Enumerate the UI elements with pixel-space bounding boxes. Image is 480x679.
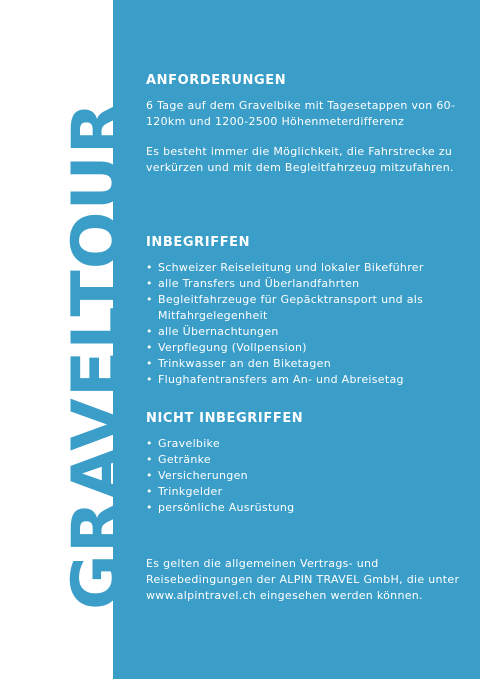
list-item: • Gravelbike [146, 436, 464, 452]
footer-section [146, 556, 464, 604]
vertical-title: GRAVELTOUR [58, 100, 137, 610]
requirements-paragraph-2: Es besteht immer die Möglichkeit, die Fahrstrecke zu verkürzen und mit dem Begleitfahrzeug mitzufahren. [146, 145, 454, 174]
not-included-heading: NICHT INBEGRIFFEN [146, 411, 304, 426]
list-item: • alle Transfers und Überlandfahrten [146, 276, 464, 292]
included-heading: INBEGRIFFEN [146, 235, 251, 250]
included-list [146, 260, 464, 388]
list-item: • Trinkwasser an den Biketagen [146, 356, 464, 372]
list-item: • Begleitfahrzeuge für Gepäcktransport und als Mitfahrgelegenheit [146, 292, 464, 324]
requirements-section [146, 72, 464, 176]
list-item: • alle Übernachtungen [146, 324, 464, 340]
requirements-paragraph-1: 6 Tage auf dem Gravelbike mit Tagesetappen von 60-120km und 1200-2500 Höhenmeterdifferenz [146, 99, 456, 128]
list-item: • persönliche Ausrüstung [146, 500, 464, 516]
list-item: • Flughafentransfers am An- und Abreisetag [146, 372, 464, 388]
not-included-list [146, 436, 464, 516]
included-section [146, 234, 464, 388]
list-item: • Schweizer Reiseleitung und lokaler Bikeführer [146, 260, 464, 276]
list-item: • Trinkgelder [146, 484, 464, 500]
list-item: • Getränke [146, 452, 464, 468]
requirements-heading: ANFORDERUNGEN [146, 73, 287, 88]
list-item: • Versicherungen [146, 468, 464, 484]
footer-text: Es gelten die allgemeinen Vertrags- und Reisebedingungen der ALPIN TRAVEL GmbH, die unter www.alpintravel.ch eingesehen werden können. [146, 557, 460, 602]
not-included-section [146, 410, 464, 516]
list-item: • Verpflegung (Vollpension) [146, 340, 464, 356]
